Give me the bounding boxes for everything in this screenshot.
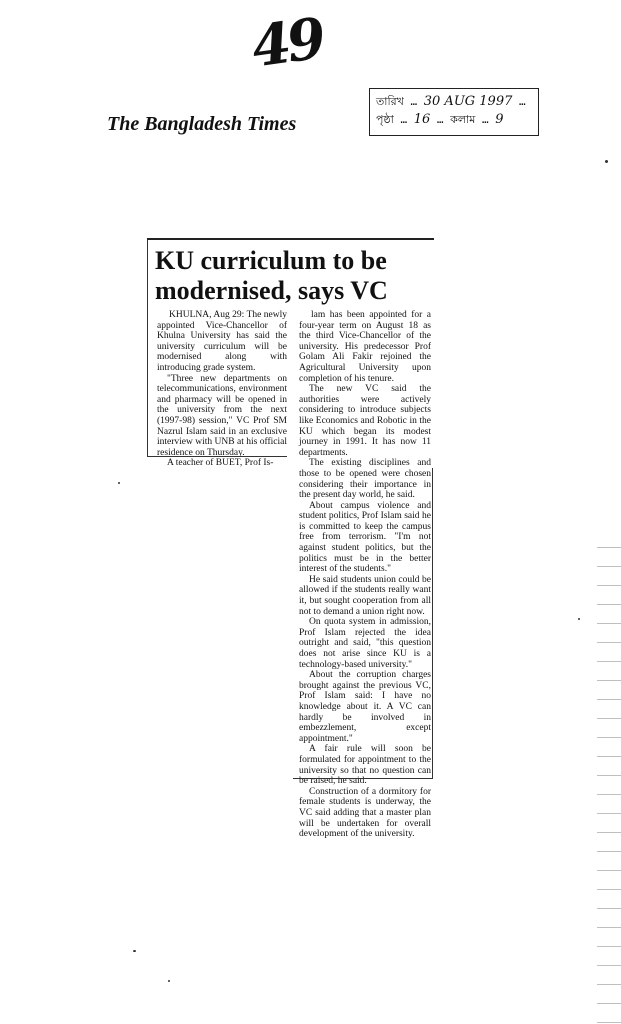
article-paragraph: KHULNA, Aug 29: The newly appointed Vice-Chancellor of Khulna University has said the university curriculum will be modernised along with introducing grade system. [157, 310, 287, 373]
stamp-date-label: তারিখ [376, 95, 404, 108]
scan-speck [578, 618, 580, 620]
scan-speck [168, 980, 170, 982]
article-paragraph: About campus violence and student politics, Prof Islam said he is committed to keep the campus free from terrorism. "I'm not against student politics, but the politics must be in the better interest of the students." [299, 500, 431, 575]
stamp-column-value: 9 [495, 112, 504, 127]
article-paragraph: "Three new departments on telecommunications, environment and pharmacy will be opened in the university from the next (1997-98) session," VC Prof SM Nazrul Islam said in an exclusive interview with UNB at his official residence on Thursday. [157, 373, 287, 458]
stamp-page-value: 16 [413, 112, 431, 127]
stamp-date-row: তারিখ … 30 AUG 1997 … [376, 94, 526, 109]
article-column-left [157, 310, 287, 469]
scan-speck [133, 950, 136, 952]
article-paragraph: About the corruption charges brought against the previous VC, Prof Islam said: I have no knowledge about it. A VC can hardly be involved in embezzlement, except appointment." [299, 670, 431, 744]
handwritten-archive-number: 49 [247, 5, 327, 81]
article-paragraph: Construction of a dormitory for female students is underway, the VC said adding that a master plan will be undertaken for overall development of the university. [299, 786, 431, 840]
article-paragraph: The new VC said the authorities were actively considering to introduce subjects like Economics and Robotic in the KU which began its modest journey in 1991. It has now 11 departments. [299, 384, 431, 458]
article-left-border [147, 240, 148, 456]
article-left-bottom-rule [147, 456, 287, 457]
stamp-column-label: কলাম [450, 113, 476, 126]
article-bottom-rule [293, 778, 433, 779]
stamp-page-label: পৃষ্ঠা [376, 113, 394, 126]
scan-edge-noise [597, 540, 621, 1024]
archive-date-stamp [369, 88, 539, 136]
article-headline: KU curriculum to be modernised, says VC [155, 246, 388, 305]
newspaper-masthead: The Bangladesh Times [107, 113, 297, 135]
scan-speck [605, 160, 608, 163]
article-top-rule [147, 238, 434, 240]
stamp-page-row: পৃষ্ঠা … 16 … কলাম … 9 [376, 112, 504, 127]
scan-speck [118, 482, 120, 484]
article-right-border [432, 468, 433, 778]
news-article [147, 238, 434, 840]
stamp-date-value: 30 AUG 1997 [423, 94, 513, 109]
article-paragraph: He said students union could be allowed if the students really want it, but sought cooperation from all not to demand a union right now. [299, 574, 431, 617]
article-paragraph: The existing disciplines and those to be opened were chosen considering their importance in the present day world, he said. [299, 458, 431, 501]
article-paragraph: A fair rule will soon be formulated for appointment to the university so that no question can be raised, he said. [299, 744, 431, 787]
article-paragraph: A teacher of BUET, Prof Is- [167, 458, 274, 469]
article-paragraph: lam has been appointed for a four-year term on August 18 as the third Vice-Chancellor of the university. His predecessor Prof Golam Ali Fakir rejoined the Agricultural University upon completion of his tenure. [299, 310, 431, 384]
article-paragraph: On quota system in admission, Prof Islam rejected the idea outright and said, "this question does not arise since KU is a technology-based university." [299, 617, 431, 670]
article-column-right [299, 310, 431, 840]
